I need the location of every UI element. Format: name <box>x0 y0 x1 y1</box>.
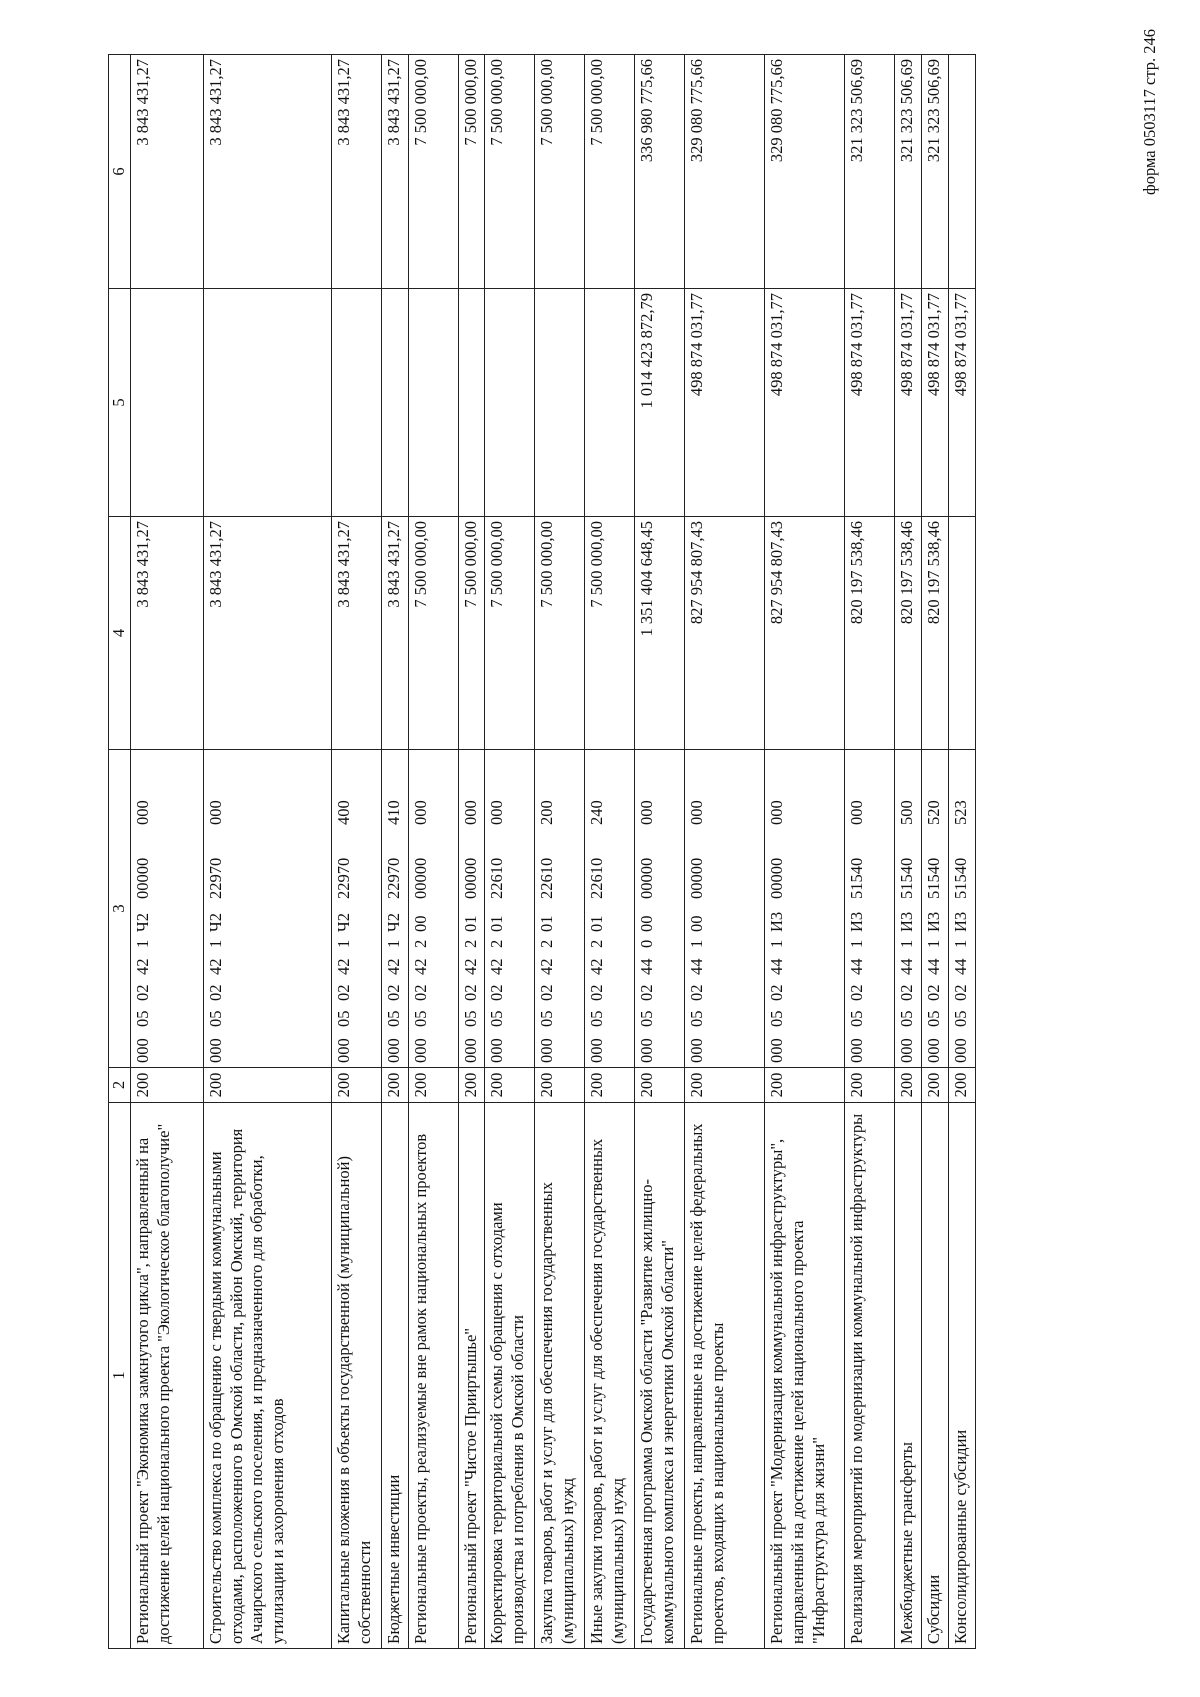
budget-classification-code <box>687 754 708 1063</box>
code-segment: 51540 <box>950 857 970 899</box>
code-segment: 05 <box>767 1010 787 1027</box>
row-line-code-cell: 200 <box>408 1068 458 1103</box>
budget-classification-code <box>206 754 227 1063</box>
row-name-cell: Межбюджетные трансферты <box>895 1103 922 1649</box>
row-executed-amount-cell: 1 014 423 872,79 <box>635 289 685 517</box>
row-line-code-cell: 200 <box>203 1068 331 1103</box>
code-segment: 1 <box>897 939 917 948</box>
budget-classification-code <box>133 754 154 1063</box>
code-segment: 000 <box>847 1038 867 1063</box>
row-unexecuted-amount-cell: 7 500 000,00 <box>585 55 635 289</box>
row-budget-code-cell <box>381 750 408 1068</box>
code-segment: Ч2 <box>205 913 225 932</box>
row-approved-amount-cell: 820 197 538,46 <box>895 517 922 750</box>
code-segment: 000 <box>132 800 152 825</box>
row-unexecuted-amount-cell: 329 080 775,66 <box>765 55 845 289</box>
row-budget-code-cell <box>948 750 975 1068</box>
code-segment: 42 <box>205 958 225 975</box>
code-segment: 2 <box>587 939 607 948</box>
code-segment: 523 <box>950 800 970 825</box>
column-number-row <box>109 55 131 1649</box>
code-segment: 51540 <box>924 857 944 899</box>
code-segment: 200 <box>537 800 557 825</box>
code-segment: 02 <box>487 984 507 1001</box>
code-segment: 01 <box>537 915 557 932</box>
code-segment: 400 <box>333 800 353 825</box>
row-unexecuted-amount-cell: 3 843 431,27 <box>203 55 331 289</box>
code-segment: 1 <box>132 939 152 948</box>
column-header-4: 4 <box>109 517 131 750</box>
row-line-code-cell: 200 <box>922 1068 949 1103</box>
budget-classification-code <box>461 754 482 1063</box>
row-budget-code-cell <box>895 750 922 1068</box>
row-approved-amount-cell: 7 500 000,00 <box>458 517 485 750</box>
code-segment: 000 <box>924 1038 944 1063</box>
row-budget-code-cell <box>635 750 685 1068</box>
code-segment: 000 <box>383 1038 403 1063</box>
table-row <box>948 55 975 1649</box>
budget-classification-code <box>537 754 558 1063</box>
row-name-cell: Бюджетные инвестиции <box>381 1103 408 1649</box>
row-name-cell: Закупка товаров, работ и услуг для обеспечения государственных (муниципальных) нужд <box>535 1103 585 1649</box>
code-segment: 000 <box>637 1038 657 1063</box>
row-approved-amount-cell <box>948 517 975 750</box>
budget-classification-code <box>334 754 355 1063</box>
row-budget-code-cell <box>408 750 458 1068</box>
code-segment: 05 <box>205 1010 225 1027</box>
budget-classification-code <box>767 754 788 1063</box>
code-segment: 05 <box>333 1010 353 1027</box>
code-segment: 000 <box>410 1038 430 1063</box>
row-line-code-cell: 200 <box>895 1068 922 1103</box>
code-segment: 2 <box>487 939 507 948</box>
code-segment: 02 <box>383 984 403 1001</box>
table-row <box>485 55 535 1649</box>
column-header-6: 6 <box>109 55 131 289</box>
code-segment: 02 <box>924 984 944 1001</box>
code-segment: 2 <box>460 939 480 948</box>
code-segment: 02 <box>205 984 225 1001</box>
budget-execution-table <box>108 54 976 1649</box>
row-approved-amount-cell: 7 500 000,00 <box>408 517 458 750</box>
code-segment: 02 <box>410 984 430 1001</box>
row-line-code-cell: 200 <box>635 1068 685 1103</box>
code-segment: 05 <box>587 1010 607 1027</box>
code-segment: 42 <box>460 958 480 975</box>
code-segment: И3 <box>897 911 917 932</box>
code-segment: 410 <box>383 800 403 825</box>
row-unexecuted-amount-cell: 7 500 000,00 <box>485 55 535 289</box>
code-segment: И3 <box>847 911 867 932</box>
row-unexecuted-amount-cell: 7 500 000,00 <box>458 55 485 289</box>
code-segment: 44 <box>950 958 970 975</box>
budget-classification-code <box>587 754 608 1063</box>
row-line-code-cell: 200 <box>381 1068 408 1103</box>
code-segment: 42 <box>537 958 557 975</box>
column-header-1: 1 <box>109 1103 131 1649</box>
row-line-code-cell: 200 <box>331 1068 381 1103</box>
code-segment: 000 <box>460 1038 480 1063</box>
row-budget-code-cell <box>130 750 203 1068</box>
code-segment: 51540 <box>847 857 867 899</box>
row-executed-amount-cell: 498 874 031,77 <box>685 289 765 517</box>
code-segment: 000 <box>637 800 657 825</box>
row-approved-amount-cell: 820 197 538,46 <box>845 517 895 750</box>
code-segment: 02 <box>587 984 607 1001</box>
budget-classification-code <box>487 754 508 1063</box>
row-line-code-cell: 200 <box>948 1068 975 1103</box>
row-approved-amount-cell: 3 843 431,27 <box>130 517 203 750</box>
code-segment: 42 <box>587 958 607 975</box>
code-segment: Ч2 <box>383 913 403 932</box>
code-segment: 02 <box>333 984 353 1001</box>
row-budget-code-cell <box>535 750 585 1068</box>
form-page-label: форма 0503117 стр. 246 <box>1140 29 1159 195</box>
code-segment: 42 <box>487 958 507 975</box>
row-executed-amount-cell: 498 874 031,77 <box>895 289 922 517</box>
column-header-5: 5 <box>109 289 131 517</box>
code-segment: 02 <box>847 984 867 1001</box>
row-name-cell: Реализация мероприятий по модернизации коммунальной инфраструктуры <box>845 1103 895 1649</box>
code-segment: 000 <box>587 1038 607 1063</box>
code-segment: 000 <box>537 1038 557 1063</box>
row-line-code-cell: 200 <box>845 1068 895 1103</box>
code-segment: 000 <box>410 800 430 825</box>
row-executed-amount-cell <box>585 289 635 517</box>
code-segment: 05 <box>537 1010 557 1027</box>
code-segment: 44 <box>637 958 657 975</box>
code-segment: 42 <box>333 958 353 975</box>
row-budget-code-cell <box>331 750 381 1068</box>
row-executed-amount-cell: 498 874 031,77 <box>922 289 949 517</box>
code-segment: 02 <box>637 984 657 1001</box>
code-segment: 240 <box>587 800 607 825</box>
code-segment: Ч2 <box>333 913 353 932</box>
table-row <box>130 55 203 1649</box>
budget-classification-code <box>384 754 405 1063</box>
code-segment: 22610 <box>487 857 507 899</box>
row-line-code-cell: 200 <box>130 1068 203 1103</box>
code-segment: 000 <box>460 800 480 825</box>
table-body <box>109 55 976 1649</box>
code-segment: 00000 <box>460 857 480 899</box>
code-segment: 02 <box>537 984 557 1001</box>
code-segment: 44 <box>767 958 787 975</box>
row-executed-amount-cell: 498 874 031,77 <box>845 289 895 517</box>
code-segment: 1 <box>205 939 225 948</box>
code-segment: 05 <box>924 1010 944 1027</box>
budget-classification-code <box>411 754 432 1063</box>
code-segment: 000 <box>487 1038 507 1063</box>
code-segment: 00000 <box>687 857 707 899</box>
row-executed-amount-cell: 498 874 031,77 <box>948 289 975 517</box>
code-segment: 00000 <box>767 857 787 899</box>
code-segment: 000 <box>687 1038 707 1063</box>
code-segment: 01 <box>487 915 507 932</box>
code-segment: 44 <box>847 958 867 975</box>
code-segment: 000 <box>132 1038 152 1063</box>
row-name-cell: Строительство комплекса по обращению с твердыми коммунальными отходами, расположенного в Омской области, район Омский, территория Ачаирского сельского поселения, и предназначенного для обработки, утилизации и захоронения отходов <box>203 1103 331 1649</box>
row-line-code-cell: 200 <box>535 1068 585 1103</box>
code-segment: 000 <box>950 1038 970 1063</box>
code-segment: 00 <box>410 915 430 932</box>
budget-classification-code <box>924 754 945 1063</box>
column-header-3: 3 <box>109 750 131 1068</box>
table-row <box>895 55 922 1649</box>
row-budget-code-cell <box>203 750 331 1068</box>
row-approved-amount-cell: 3 843 431,27 <box>203 517 331 750</box>
table-row <box>408 55 458 1649</box>
code-segment: 000 <box>767 1038 787 1063</box>
code-segment: 000 <box>333 1038 353 1063</box>
table-row <box>331 55 381 1649</box>
row-executed-amount-cell <box>485 289 535 517</box>
code-segment: 00000 <box>132 857 152 899</box>
code-segment: 44 <box>687 958 707 975</box>
code-segment: 000 <box>487 800 507 825</box>
row-budget-code-cell <box>685 750 765 1068</box>
table-row <box>845 55 895 1649</box>
code-segment: 520 <box>924 800 944 825</box>
code-segment: 2 <box>537 939 557 948</box>
code-segment: 00 <box>687 915 707 932</box>
budget-classification-code <box>951 754 972 1063</box>
row-executed-amount-cell <box>458 289 485 517</box>
row-name-cell: Корректировка территориальной схемы обращения с отходами производства и потребления в Омской области <box>485 1103 535 1649</box>
row-name-cell: Капитальные вложения в объекты государственной (муниципальной) собственности <box>331 1103 381 1649</box>
row-budget-code-cell <box>845 750 895 1068</box>
code-segment: 05 <box>847 1010 867 1027</box>
code-segment: 1 <box>924 939 944 948</box>
row-budget-code-cell <box>485 750 535 1068</box>
code-segment: 44 <box>897 958 917 975</box>
code-segment: 01 <box>460 915 480 932</box>
table-row <box>585 55 635 1649</box>
code-segment: 1 <box>687 939 707 948</box>
code-segment: 42 <box>410 958 430 975</box>
row-name-cell: Региональные проекты, реализуемые вне рамок национальных проектов <box>408 1103 458 1649</box>
table-row <box>535 55 585 1649</box>
code-segment: 000 <box>205 800 225 825</box>
row-unexecuted-amount-cell: 321 323 506,69 <box>922 55 949 289</box>
budget-classification-code <box>847 754 868 1063</box>
row-executed-amount-cell <box>535 289 585 517</box>
code-segment: И3 <box>950 911 970 932</box>
row-name-cell: Консолидированные субсидии <box>948 1103 975 1649</box>
table-row <box>922 55 949 1649</box>
row-name-cell: Иные закупки товаров, работ и услуг для обеспечения государственных (муниципальных) нужд <box>585 1103 635 1649</box>
code-segment: 05 <box>687 1010 707 1027</box>
code-segment: Ч2 <box>132 913 152 932</box>
row-executed-amount-cell <box>408 289 458 517</box>
code-segment: 22970 <box>205 857 225 899</box>
row-approved-amount-cell: 827 954 807,43 <box>765 517 845 750</box>
table-row <box>635 55 685 1649</box>
row-line-code-cell: 200 <box>585 1068 635 1103</box>
code-segment: 01 <box>587 915 607 932</box>
row-executed-amount-cell <box>381 289 408 517</box>
row-unexecuted-amount-cell: 3 843 431,27 <box>381 55 408 289</box>
row-budget-code-cell <box>765 750 845 1068</box>
code-segment: 02 <box>767 984 787 1001</box>
code-segment: 42 <box>132 958 152 975</box>
row-name-cell: Региональный проект "Экономика замкнутого цикла", направленный на достижение целей национального проекта "Экологическое благополучие" <box>130 1103 203 1649</box>
code-segment: 02 <box>897 984 917 1001</box>
code-segment: 05 <box>950 1010 970 1027</box>
code-segment: 51540 <box>897 857 917 899</box>
code-segment: 500 <box>897 800 917 825</box>
row-executed-amount-cell <box>203 289 331 517</box>
code-segment: 05 <box>897 1010 917 1027</box>
code-segment: 0 <box>637 939 657 948</box>
row-unexecuted-amount-cell: 329 080 775,66 <box>685 55 765 289</box>
row-line-code-cell: 200 <box>685 1068 765 1103</box>
code-segment: 000 <box>847 800 867 825</box>
row-approved-amount-cell: 820 197 538,46 <box>922 517 949 750</box>
table-row <box>685 55 765 1649</box>
code-segment: 000 <box>767 800 787 825</box>
code-segment: 02 <box>950 984 970 1001</box>
code-segment: 02 <box>132 984 152 1001</box>
row-approved-amount-cell: 7 500 000,00 <box>485 517 535 750</box>
code-segment: 44 <box>924 958 944 975</box>
code-segment: 00000 <box>410 857 430 899</box>
code-segment: 05 <box>637 1010 657 1027</box>
row-unexecuted-amount-cell <box>948 55 975 289</box>
code-segment: 00000 <box>637 857 657 899</box>
row-approved-amount-cell: 827 954 807,43 <box>685 517 765 750</box>
code-segment: 05 <box>410 1010 430 1027</box>
row-budget-code-cell <box>922 750 949 1068</box>
code-segment: 05 <box>132 1010 152 1027</box>
table-row <box>381 55 408 1649</box>
code-segment: 05 <box>460 1010 480 1027</box>
row-unexecuted-amount-cell: 336 980 775,66 <box>635 55 685 289</box>
code-segment: 05 <box>487 1010 507 1027</box>
row-executed-amount-cell <box>331 289 381 517</box>
code-segment: 1 <box>950 939 970 948</box>
row-unexecuted-amount-cell: 321 323 506,69 <box>845 55 895 289</box>
code-segment: 2 <box>410 939 430 948</box>
row-approved-amount-cell: 3 843 431,27 <box>331 517 381 750</box>
row-name-cell: Региональный проект "Модернизация коммунальной инфраструктуры", направленный на достижение целей национального проекта "Инфраструктура для жизни" <box>765 1103 845 1649</box>
row-budget-code-cell <box>585 750 635 1068</box>
row-approved-amount-cell: 3 843 431,27 <box>381 517 408 750</box>
row-approved-amount-cell: 7 500 000,00 <box>585 517 635 750</box>
row-executed-amount-cell: 498 874 031,77 <box>765 289 845 517</box>
row-unexecuted-amount-cell: 7 500 000,00 <box>408 55 458 289</box>
row-budget-code-cell <box>458 750 485 1068</box>
code-segment: 22610 <box>537 857 557 899</box>
code-segment: 1 <box>767 939 787 948</box>
code-segment: 22970 <box>383 857 403 899</box>
row-executed-amount-cell <box>130 289 203 517</box>
table-row <box>203 55 331 1649</box>
code-segment: 02 <box>687 984 707 1001</box>
code-segment: 000 <box>205 1038 225 1063</box>
code-segment: И3 <box>924 911 944 932</box>
code-segment: 1 <box>333 939 353 948</box>
row-unexecuted-amount-cell: 7 500 000,00 <box>535 55 585 289</box>
row-line-code-cell: 200 <box>765 1068 845 1103</box>
row-name-cell: Государственная программа Омской области "Развитие жилищно-коммунального комплекса и энергетики Омской области" <box>635 1103 685 1649</box>
code-segment: 1 <box>383 939 403 948</box>
row-unexecuted-amount-cell: 3 843 431,27 <box>130 55 203 289</box>
code-segment: 000 <box>897 1038 917 1063</box>
budget-classification-code <box>637 754 658 1063</box>
code-segment: 000 <box>687 800 707 825</box>
row-line-code-cell: 200 <box>485 1068 535 1103</box>
code-segment: 00 <box>637 915 657 932</box>
row-name-cell: Региональный проект "Чистое Прииртышье" <box>458 1103 485 1649</box>
code-segment: 42 <box>383 958 403 975</box>
code-segment: 1 <box>847 939 867 948</box>
budget-classification-code <box>897 754 918 1063</box>
column-header-2: 2 <box>109 1068 131 1103</box>
code-segment: 22610 <box>587 857 607 899</box>
row-name-cell: Субсидии <box>922 1103 949 1649</box>
row-line-code-cell: 200 <box>458 1068 485 1103</box>
row-unexecuted-amount-cell: 3 843 431,27 <box>331 55 381 289</box>
code-segment: И3 <box>767 911 787 932</box>
table-row <box>765 55 845 1649</box>
row-approved-amount-cell: 1 351 404 648,45 <box>635 517 685 750</box>
row-approved-amount-cell: 7 500 000,00 <box>535 517 585 750</box>
code-segment: 05 <box>383 1010 403 1027</box>
table-row <box>458 55 485 1649</box>
code-segment: 22970 <box>333 857 353 899</box>
row-name-cell: Региональные проекты, направленные на достижение целей федеральных проектов, входящих в национальные проекты <box>685 1103 765 1649</box>
code-segment: 02 <box>460 984 480 1001</box>
row-unexecuted-amount-cell: 321 323 506,69 <box>895 55 922 289</box>
